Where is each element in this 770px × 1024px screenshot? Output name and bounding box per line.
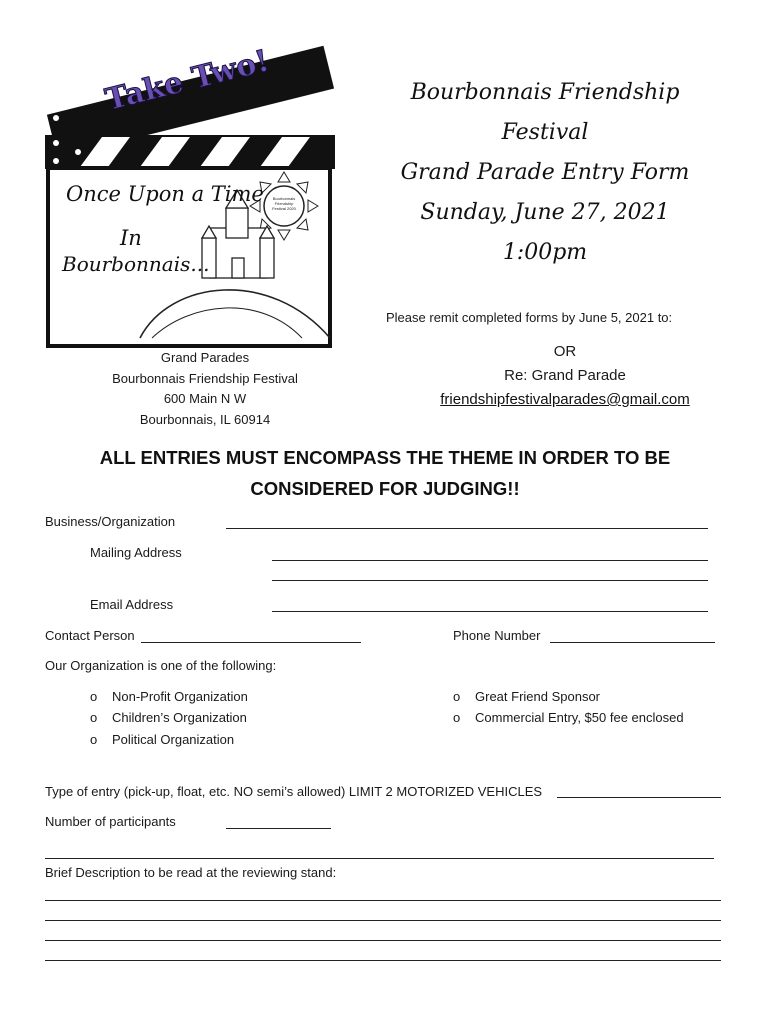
option-childrens[interactable] [90, 710, 247, 725]
option-great-friend-sponsor[interactable] [453, 689, 600, 704]
option-label: Commercial Entry, $50 fee enclosed [475, 710, 684, 725]
mailing-label: Mailing Address [90, 545, 182, 560]
title-line-4: Sunday, June 27, 2021 [420, 200, 670, 225]
re-line: Re: Grand Parade [504, 367, 626, 384]
address-line-3: 600 Main N W [163, 391, 247, 406]
email-link[interactable]: friendshipfestivalparades@gmail.com [440, 391, 690, 408]
address-line-1: Grand Parades [160, 350, 250, 365]
option-bullet: o [90, 732, 98, 747]
logo-line-once-upon: Once Upon a Time [66, 182, 264, 206]
theme-notice [40, 442, 730, 504]
description-field-2[interactable] [45, 920, 721, 921]
mailing-field-2[interactable] [272, 580, 708, 581]
email-field[interactable] [272, 611, 708, 612]
description-label: Brief Description to be read at the reviewing stand: [45, 865, 337, 880]
notice-line-1: ALL ENTRIES MUST ENCOMPASS THE THEME IN ORDER TO BE [99, 447, 671, 468]
participants-label: Number of participants [45, 814, 176, 829]
mailing-field-1[interactable] [272, 560, 708, 561]
title-line-1: Bourbonnais Friendship [410, 80, 680, 105]
description-field-1[interactable] [45, 900, 721, 901]
notice-line-2: CONSIDERED FOR JUDGING!! [250, 478, 520, 499]
option-bullet: o [453, 689, 461, 704]
option-bullet: o [90, 710, 98, 725]
contact-label: Contact Person [45, 628, 135, 643]
remit-note: Please remit completed forms by June 5, 2021 to: [386, 310, 673, 325]
phone-label: Phone Number [453, 628, 541, 643]
business-label: Business/Organization [45, 514, 176, 529]
email-label: Email Address [90, 597, 174, 612]
option-label: Children’s Organization [112, 710, 247, 725]
option-political[interactable] [90, 732, 234, 747]
phone-field[interactable] [550, 642, 715, 643]
title-line-3: Grand Parade Entry Form [400, 160, 690, 185]
entry-type-label: Type of entry (pick-up, float, etc. NO semi’s allowed) LIMIT 2 MOTORIZED VEHICLES [45, 784, 543, 799]
address-line-4: Bourbonnais, IL 60914 [139, 411, 271, 427]
participants-field[interactable] [226, 828, 331, 829]
option-bullet: o [90, 689, 98, 704]
description-field-4[interactable] [45, 960, 721, 961]
email-submission-block [420, 340, 710, 412]
business-field[interactable] [226, 528, 708, 529]
mailing-address-block [90, 348, 320, 430]
title-line-2: Festival [501, 120, 589, 145]
logo-line-bourbonnais: Bourbonnais... [62, 252, 210, 276]
title-line-5: 1:00pm [502, 240, 588, 265]
entry-type-field[interactable] [557, 797, 721, 798]
option-label: Political Organization [112, 732, 235, 747]
separator-line [45, 858, 714, 859]
clapper-title: Take Two! [102, 43, 273, 118]
or-text: OR [553, 343, 577, 360]
logo-line-in: In [120, 226, 142, 250]
description-field-3[interactable] [45, 940, 721, 941]
option-label: Great Friend Sponsor [475, 689, 601, 704]
address-line-2: Bourbonnais Friendship Festival [112, 370, 298, 386]
option-non-profit[interactable] [90, 689, 248, 704]
logo-seal-text: Bourbonnais Friendship Festival 2020 [272, 196, 296, 211]
option-commercial-entry[interactable] [453, 710, 684, 725]
option-label: Non-Profit Organization [112, 689, 248, 704]
festival-logo [40, 40, 340, 350]
contact-field[interactable] [141, 642, 361, 643]
option-bullet: o [453, 710, 461, 725]
org-type-label: Our Organization is one of the following: [45, 658, 277, 673]
